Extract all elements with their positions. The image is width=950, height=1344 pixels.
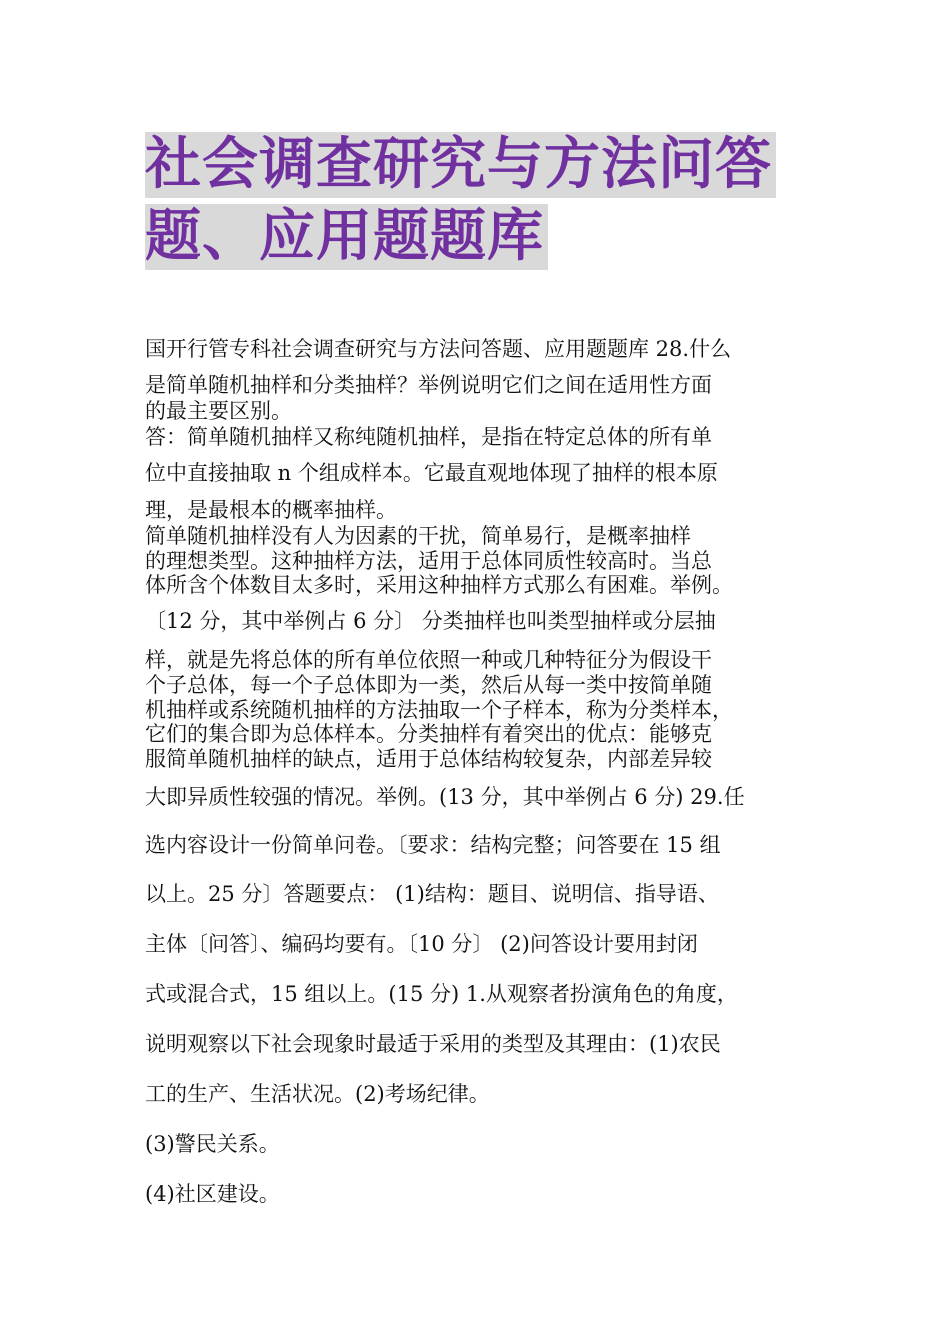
body-line: 是简单随机抽样和分类抽样？举例说明它们之间在适用性方面 xyxy=(145,373,712,397)
body-line: 样，就是先将总体的所有单位依照一种或几种特征分为假设干 xyxy=(145,648,712,672)
body-line: (4)社区建设。 xyxy=(145,1182,280,1206)
body-line: 〔12 分，其中举例占 6 分〕 分类抽样也叫类型抽样或分层抽 xyxy=(145,609,716,633)
body-line: 体所含个体数目太多时，采用这种抽样方式那么有困难。举例。 xyxy=(145,573,733,597)
document-title-line-2: 题、应用题题库 xyxy=(145,204,548,270)
document-title-line-1: 社会调查研究与方法问答 xyxy=(145,132,776,198)
body-line: 式或混合式，15 组以上。(15 分) 1.从观察者扮演角色的角度， xyxy=(145,982,738,1006)
body-line: 服简单随机抽样的缺点，适用于总体结构较复杂，内部差异较 xyxy=(145,747,712,771)
body-line: 国开行管专科社会调查研究与方法问答题、应用题题库 28.什么 xyxy=(145,337,732,361)
body-line: 简单随机抽样没有人为因素的干扰，简单易行，是概率抽样 xyxy=(145,524,691,548)
body-line: 理，是最根本的概率抽样。 xyxy=(145,498,397,522)
body-line: 说明观察以下社会现象时最适于采用的类型及其理由：(1)农民 xyxy=(145,1032,721,1056)
body-line: 位中直接抽取 n 个组成样本。它最直观地体现了抽样的根本原 xyxy=(145,461,718,485)
body-line: 机抽样或系统随机抽样的方法抽取一个子样本，称为分类样本， xyxy=(145,698,733,722)
body-line: 的理想类型。这种抽样方法，适用于总体同质性较高时。当总 xyxy=(145,549,712,573)
body-line: 它们的集合即为总体样本。分类抽样有着突出的优点：能够克 xyxy=(145,722,712,746)
body-line: (3)警民关系。 xyxy=(145,1132,280,1156)
body-line: 个子总体，每一个子总体即为一类，然后从每一类中按简单随 xyxy=(145,673,712,697)
body-line: 大即异质性较强的情况。举例。(13 分，其中举例占 6 分) 29.任 xyxy=(145,785,745,809)
body-line: 主体〔问答〕、编码均要有。〔10 分〕 (2)问答设计要用封闭 xyxy=(145,932,698,956)
body-line: 答：简单随机抽样又称纯随机抽样，是指在特定总体的所有单 xyxy=(145,425,712,449)
body-line: 以上。25 分〕答题要点： (1)结构：题目、说明信、指导语、 xyxy=(145,882,719,906)
body-line: 选内容设计一份简单问卷。〔要求：结构完整；问答要在 15 组 xyxy=(145,833,721,857)
body-line: 工的生产、生活状况。(2)考场纪律。 xyxy=(145,1082,490,1106)
body-line: 的最主要区别。 xyxy=(145,399,292,423)
